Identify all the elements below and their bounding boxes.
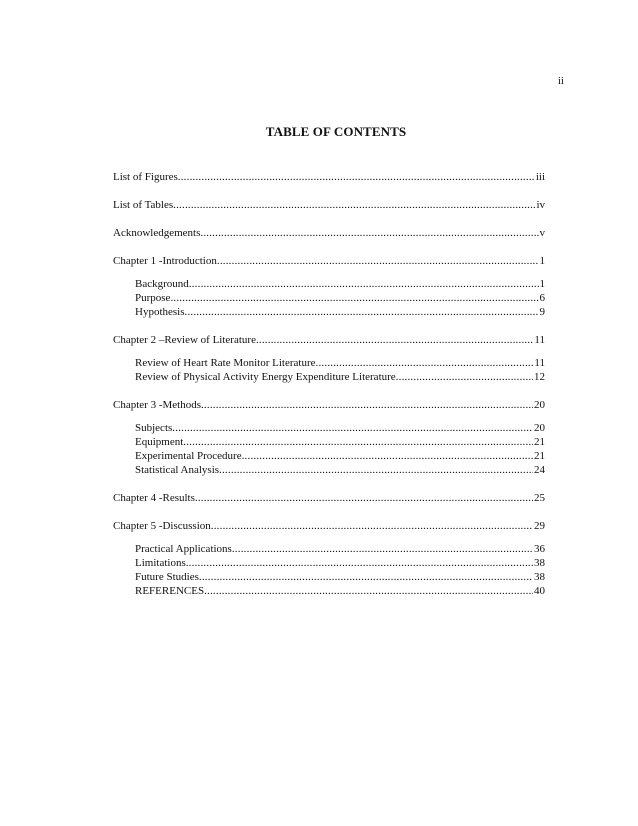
- toc-entry-label: Review of Heart Rate Monitor Literature: [135, 357, 316, 369]
- toc-entry-page: 11: [534, 334, 545, 346]
- toc-entry-label: Chapter 4 -Results: [113, 492, 195, 504]
- toc-entry-future-studies: [113, 570, 545, 584]
- toc-entry-label: Review of Physical Activity Energy Expenditure Literature: [135, 371, 396, 383]
- toc-entry-label: Purpose: [135, 292, 171, 304]
- dot-leader: [189, 277, 539, 291]
- toc-entry-page: 38: [534, 557, 545, 569]
- toc-entry-label: Hypothesis: [135, 306, 185, 318]
- toc-entry-page: 21: [534, 436, 545, 448]
- toc-entry-label: Chapter 3 -Methods: [113, 399, 201, 411]
- toc-entry-chapter-4: [113, 491, 545, 505]
- toc-entry-label: Future Studies: [135, 571, 199, 583]
- toc-entry-page: 38: [534, 571, 545, 583]
- dot-leader: [242, 449, 533, 463]
- dot-leader: [170, 291, 538, 305]
- toc-entry-equipment: [113, 435, 545, 449]
- dot-leader: [186, 556, 533, 570]
- dot-leader: [200, 226, 538, 240]
- toc-entry-chapter-5: [113, 519, 545, 533]
- toc-entry-heart-rate-monitor-literature: [113, 356, 545, 370]
- toc-entry-chapter-2: [113, 333, 545, 347]
- toc-entry-chapter-1: [113, 254, 545, 268]
- toc-entry-experimental-procedure: [113, 449, 545, 463]
- toc-entry-page: 40: [534, 585, 545, 597]
- page-title: TABLE OF CONTENTS: [265, 124, 407, 139]
- toc-entry-page: 21: [534, 450, 545, 462]
- toc-entry-page: 9: [539, 306, 545, 318]
- dot-leader: [185, 305, 539, 319]
- toc-entry-label: List of Figures: [113, 171, 178, 183]
- toc-entry-page: 6: [539, 292, 545, 304]
- toc-entry-hypothesis: [113, 305, 545, 319]
- dot-leader: [199, 570, 533, 584]
- toc-entry-references: [113, 584, 545, 598]
- toc-entry-acknowledgements: [113, 226, 545, 240]
- dot-leader: [173, 198, 535, 212]
- toc-entry-page: 20: [534, 422, 545, 434]
- toc-entry-page: 11: [534, 357, 545, 369]
- dot-leader: [201, 398, 533, 412]
- toc-entry-page: iii: [535, 171, 545, 183]
- page-number: ii: [557, 75, 564, 87]
- dot-leader: [172, 421, 533, 435]
- toc-entry-statistical-analysis: [113, 463, 545, 477]
- dot-leader: [211, 519, 533, 533]
- toc-entry-page: v: [539, 227, 545, 239]
- toc-entry-background: [113, 277, 545, 291]
- toc-entry-label: Subjects: [135, 422, 173, 434]
- toc-entry-label: Acknowledgements: [113, 227, 201, 239]
- toc-entry-page: 29: [534, 520, 545, 532]
- toc-entry-limitations: [113, 556, 545, 570]
- toc-entry-purpose: [113, 291, 545, 305]
- dot-leader: [232, 542, 533, 556]
- dot-leader: [178, 170, 535, 184]
- toc-entry-page: 20: [534, 399, 545, 411]
- dot-leader: [204, 584, 533, 598]
- toc-entry-label: List of Tables: [113, 199, 174, 211]
- toc-entry-label: Experimental Procedure: [135, 450, 242, 462]
- toc-entry-subjects: [113, 421, 545, 435]
- toc-entry-label: Background: [135, 278, 189, 290]
- table-of-contents: [113, 170, 545, 598]
- toc-entry-list-of-figures: [113, 170, 545, 184]
- toc-entry-page: 1: [539, 255, 545, 267]
- toc-entry-energy-expenditure-literature: [113, 370, 545, 384]
- dot-leader: [316, 356, 534, 370]
- dot-leader: [219, 463, 533, 477]
- toc-entry-label: Equipment: [135, 436, 184, 448]
- toc-entry-practical-applications: [113, 542, 545, 556]
- toc-entry-label: Limitations: [135, 557, 186, 569]
- dot-leader: [183, 435, 533, 449]
- toc-entry-page: 36: [534, 543, 545, 555]
- toc-entry-label: Chapter 1 -Introduction: [113, 255, 217, 267]
- toc-entry-list-of-tables: [113, 198, 545, 212]
- toc-entry-chapter-3: [113, 398, 545, 412]
- toc-entry-label: Chapter 5 -Discussion: [113, 520, 211, 532]
- toc-entry-label: Statistical Analysis: [135, 464, 220, 476]
- dot-leader: [396, 370, 533, 384]
- toc-entry-page: 1: [539, 278, 545, 290]
- toc-entry-label: REFERENCES: [135, 585, 205, 597]
- toc-entry-label: Chapter 2 –Review of Literature: [113, 334, 256, 346]
- toc-entry-page: 24: [534, 464, 545, 476]
- toc-entry-label: Practical Applications: [135, 543, 232, 555]
- dot-leader: [256, 333, 533, 347]
- toc-entry-page: iv: [536, 199, 545, 211]
- toc-entry-page: 25: [534, 492, 545, 504]
- dot-leader: [217, 254, 539, 268]
- toc-entry-page: 12: [534, 371, 545, 383]
- dot-leader: [195, 491, 533, 505]
